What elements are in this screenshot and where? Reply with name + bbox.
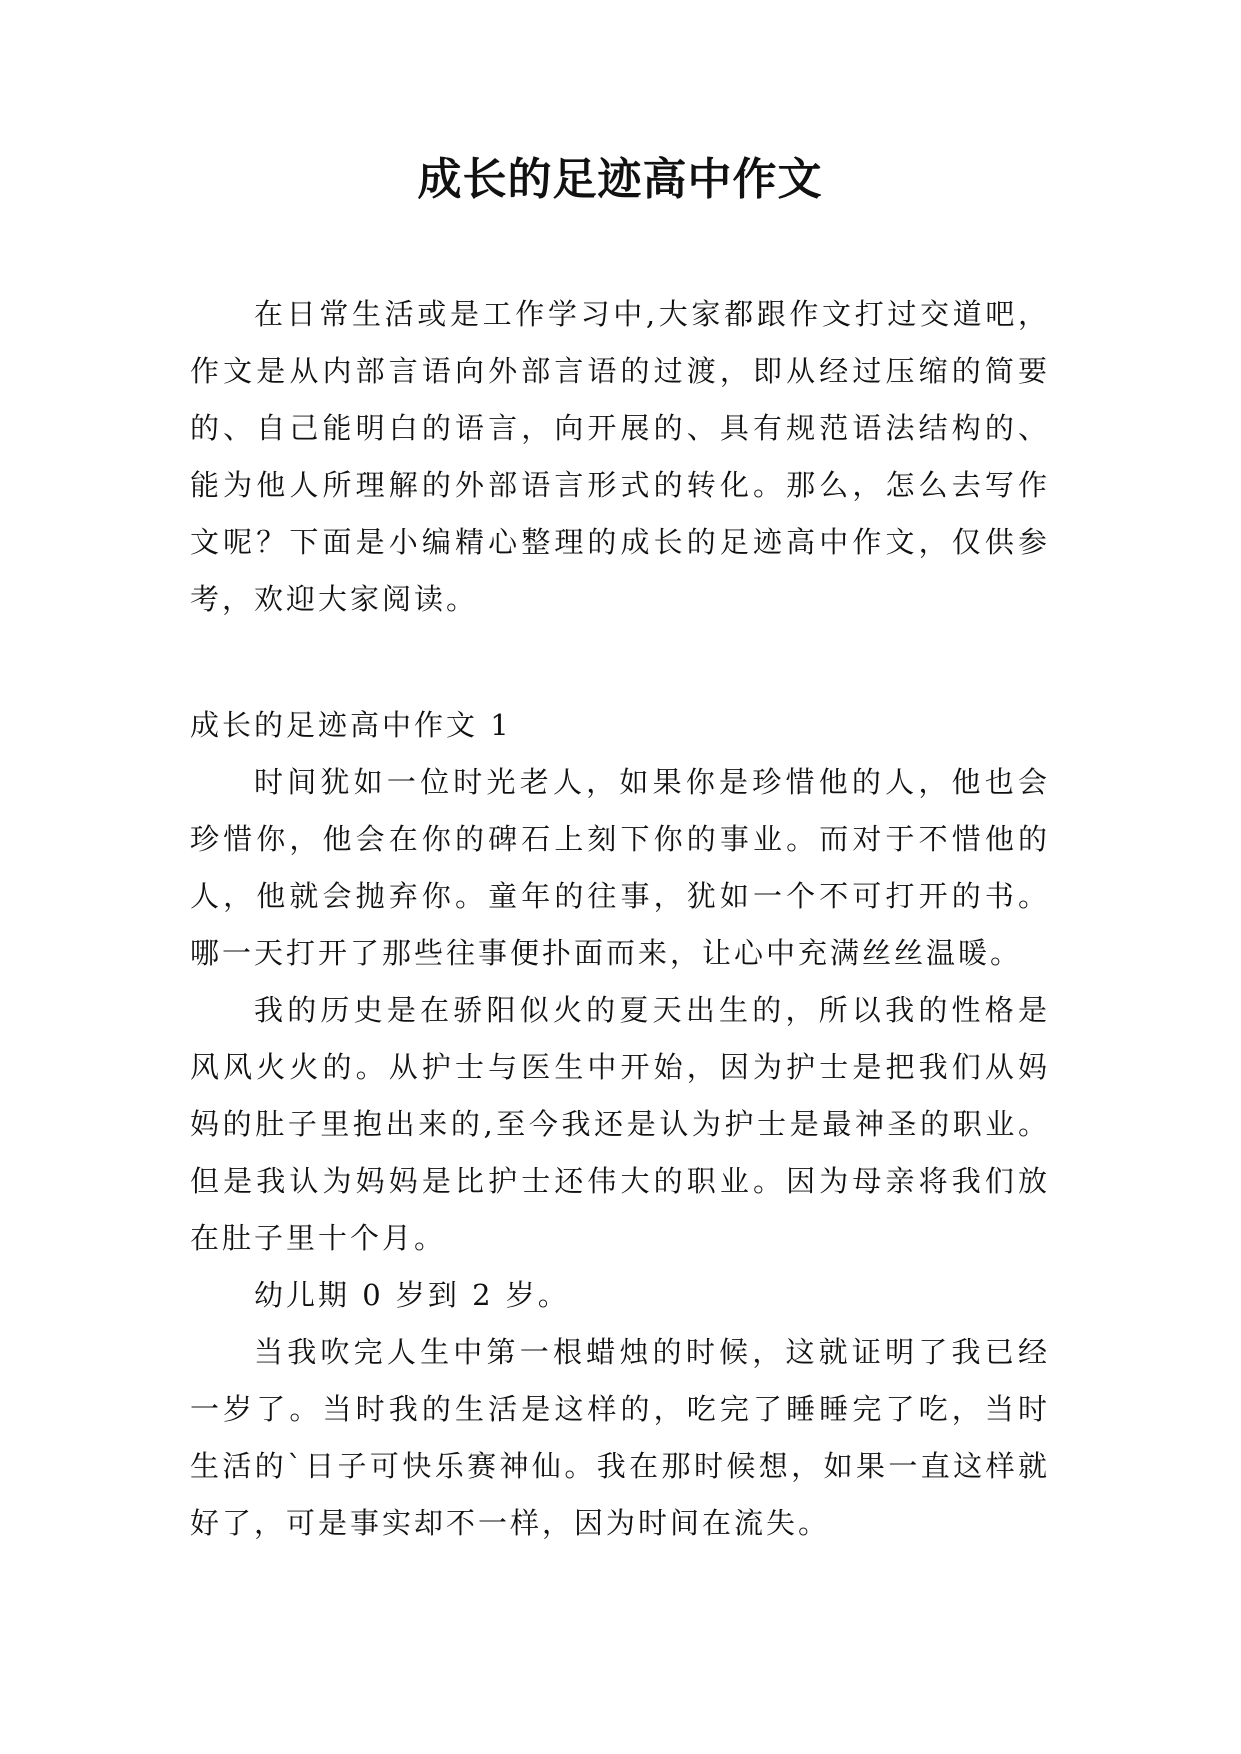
essay-paragraph-3: 幼儿期 0 岁到 2 岁。 [254,1278,570,1312]
essay-paragraph-1: 时间犹如一位时光老人，如果你是珍惜他的人，他也会珍惜你，他会在你的碑石上刻下你的事业。而对于不惜他的人，他就会抛弃你。童年的往事，犹如一个不可打开的书。哪一天打开了那些往事便扑面而来，让心中充满丝丝温暖。 [190,765,1050,970]
essay-section [190,697,1050,1552]
essay-paragraph-4: 当我吹完人生中第一根蜡烛的时候，这就证明了我已经一岁了。当时我的生活是这样的，吃完了睡睡完了吃，当时生活的`日子可快乐赛神仙。我在那时候想，如果一直这样就好了，可是事实却不一样，因为时间在流失。 [190,1335,1050,1540]
essay-paragraph-2: 我的历史是在骄阳似火的夏天出生的，所以我的性格是风风火火的。从护士与医生中开始，因为护士是把我们从妈妈的肚子里抱出来的,至今我还是认为护士是最神圣的职业。但是我认为妈妈是比护士还伟大的职业。因为母亲将我们放在肚子里十个月。 [190,993,1050,1255]
section-heading: 成长的足迹高中作文 1 [190,708,512,742]
intro-paragraph: 在日常生活或是工作学习中,大家都跟作文打过交道吧，作文是从内部言语向外部言语的过渡，即从经过压缩的简要的、自己能明白的语言，向开展的、具有规范语法结构的、能为他人所理解的外部语言形式的转化。那么，怎么去写作文呢？下面是小编精心整理的成长的足迹高中作文，仅供参考，欢迎大家阅读。 [190,297,1050,616]
intro-block [190,286,1050,628]
document-title: 成长的足迹高中作文 [417,154,823,205]
